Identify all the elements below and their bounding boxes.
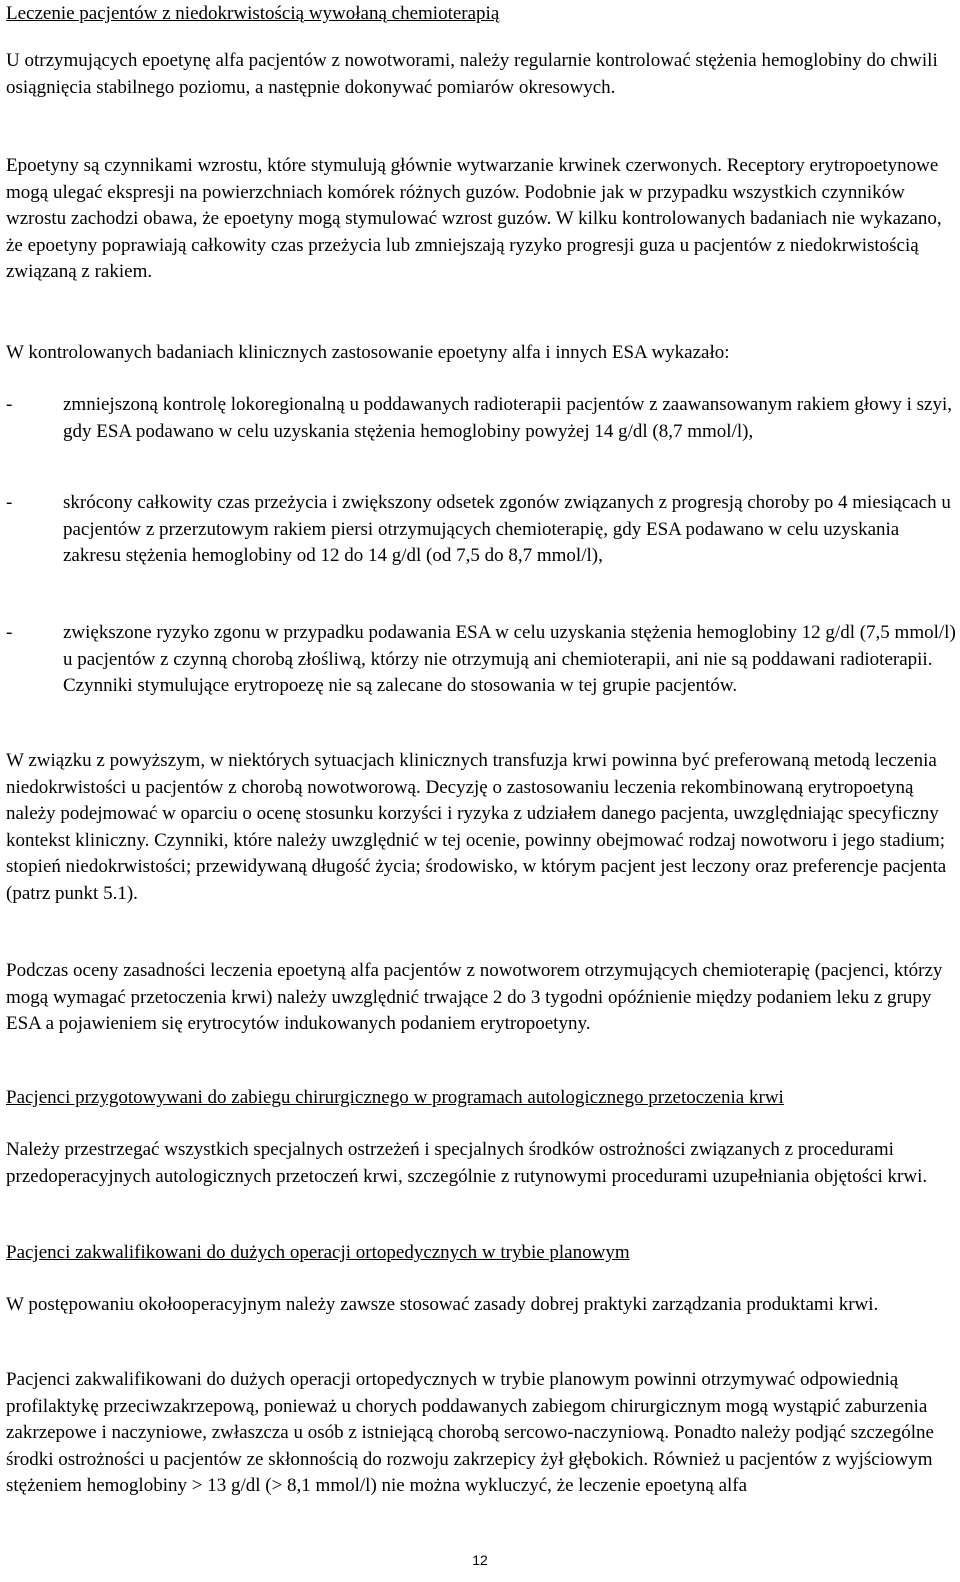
page-number: 12: [472, 1552, 488, 1568]
paragraph-hemoglobin-monitoring: U otrzymujących epoetynę alfa pacjentów z nowotworami, należy regularnie kontrolować stężenia hemoglobiny do chwili osiągnięcia stabilnego poziomu, a następnie dokonywać pomiarów okresowych.: [6, 50, 938, 98]
paragraph-blood-management: W postępowaniu okołooperacyjnym należy zawsze stosować zasady dobrej praktyki zarządzania produktami krwi.: [6, 1294, 879, 1315]
list-item-text: zwiększone ryzyko zgonu w przypadku podawania ESA w celu uzyskania stężenia hemoglobiny 12 g/dl (7,5 mmol/l) u pacjentów z czynną chorobą złośliwą, którzy nie otrzymują ani chemioterapii, ani nie są poddawani radioterapii. Czynniki stymulujące erytropoezę nie są zalecane do stosowania w tej grupie pacjentów.: [63, 622, 956, 697]
paragraph-transfusion-preference: W związku z powyższym, w niektórych sytuacjach klinicznych transfuzja krwi powinna być preferowaną metodą leczenia niedokrwistości u pacjentów z chorobą nowotworową. Decyzję o zastosowaniu leczenia rekombinowaną erytropoetyną należy podejmować w oparciu o ocenę stosunku korzyści i ryzyka z udziałem danego pacjenta, uwzględniając specyficzny kontekst kliniczny. Czynniki, które należy uwzględnić w tej ocenie, powinny obejmować rodzaj nowotworu i jego stadium; stopień niedokrwistości; przewidywaną długość życia; środowisko, w którym pacjent jest leczony oraz preferencje pacjenta (patrz punkt 5.1).: [6, 750, 947, 904]
list-item-survival: [6, 490, 956, 570]
section-heading-chemotherapy-anemia: Leczenie pacjentów z niedokrwistością wywołaną chemioterapią: [6, 3, 500, 24]
list-dash: -: [6, 622, 13, 643]
paragraph-thrombosis-prophylaxis: Pacjenci zakwalifikowani do dużych operacji ortopedycznych w trybie planowym powinni otrzymywać odpowiednią profilaktykę przeciwzakrzepową, ponieważ u chorych poddawanych zabiegom chirurgicznym mogą wystąpić zaburzenia zakrzepowe i naczyniowe, zwłaszcza u osób z istniejącą chorobą sercowo-naczyniową. Ponadto należy podjąć szczególne środki ostrożności u pacjentów ze skłonnością do rozwoju zakrzepicy żył głębokich. Również u pacjentów z wyjściowym stężeniem hemoglobiny > 13 g/dl (> 8,1 mmol/l) nie można wykluczyć, że leczenie epoetyną alfa: [6, 1369, 934, 1497]
list-dash: -: [6, 394, 13, 415]
list-item-text: zmniejszoną kontrolę lokoregionalną u poddawanych radioterapii pacjentów z zaawansowanym rakiem głowy i szyi, gdy ESA podawano w celu uzyskania stężenia hemoglobiny powyżej 14 g/dl (8,7 mmol/l),: [63, 394, 953, 442]
section-heading-autologous-transfusion: Pacjenci przygotowywani do zabiegu chirurgicznego w programach autologicznego przetoczenia krwi: [6, 1087, 784, 1108]
paragraph-growth-factors: Epoetyny są czynnikami wzrostu, które stymulują głównie wytwarzanie krwinek czerwonych. Receptory erytropoetynowe mogą ulegać ekspresji na powierzchniach komórek różnych guzów. Podobnie jak w przypadku wszystkich czynników wzrostu zachodzi obawa, że epoetyny mogą stymulować wzrost guzów. W kilku kontrolowanych badaniach nie wykazano, że epoetyny poprawiają całkowity czas przeżycia lub zmniejszają ryzyko progresji guza u pacjentów z niedokrwistością związaną z rakiem.: [6, 155, 942, 283]
paragraph-treatment-delay: Podczas oceny zasadności leczenia epoetyną alfa pacjentów z nowotworem otrzymujących chemioterapię (pacjenci, którzy mogą wymagać przetoczenia krwi) należy uwzględnić trwające 2 do 3 tygodni opóźnienie między podaniem leku z grupy ESA a pojawieniem się erytrocytów indukowanych podaniem erytropoetyny.: [6, 960, 943, 1035]
list-item-text: skrócony całkowity czas przeżycia i zwiększony odsetek zgonów związanych z progresją choroby po 4 miesiącach u pacjentów z przerzutowym rakiem piersi otrzymujących chemioterapię, gdy ESA podawano w celu uzyskania zakresu stężenia hemoglobiny od 12 do 14 g/dl (od 7,5 do 8,7 mmol/l),: [63, 492, 951, 567]
list-item-mortality-risk: [6, 620, 956, 700]
section-heading-orthopedic-surgery: Pacjenci zakwalifikowani do dużych operacji ortopedycznych w trybie planowym: [6, 1242, 630, 1263]
paragraph-clinical-trials-intro: W kontrolowanych badaniach klinicznych zastosowanie epoetyny alfa i innych ESA wykazało:: [6, 342, 730, 363]
list-item-locoregional-control: [6, 392, 956, 445]
paragraph-autologous-precautions: Należy przestrzegać wszystkich specjalnych ostrzeżeń i specjalnych środków ostrożności związanych z procedurami przedoperacyjnych autologicznych przetoczeń krwi, szczególnie z rutynowymi procedurami uzupełniania objętości krwi.: [6, 1139, 928, 1187]
list-dash: -: [6, 492, 13, 513]
